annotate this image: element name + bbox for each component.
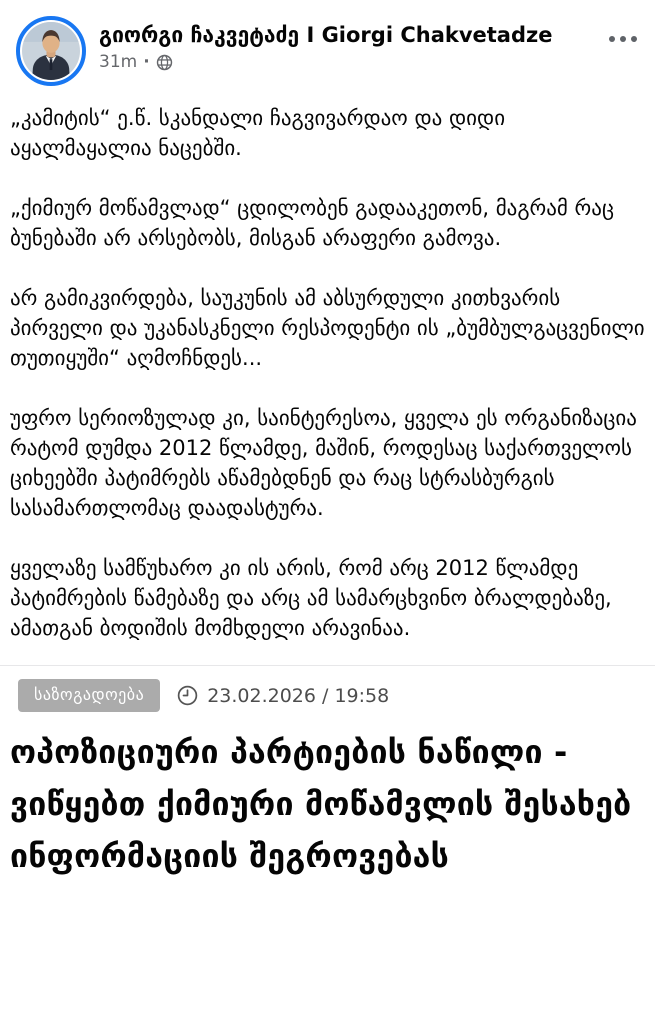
datetime-wrap bbox=[177, 685, 389, 707]
header-info bbox=[99, 16, 552, 72]
globe-icon bbox=[156, 54, 173, 71]
post-paragraph: არ გამიკვირდება, საუკუნის ამ აბსურდული კითხვარის პირველი და უკანასკნელი რესპოდენტი ის „ბუმბულგაცვენილი თუთიყუში“ აღმოჩნდეს... bbox=[10, 286, 645, 370]
article-headline: ოპოზიციური პარტიების ნაწილი - ვიწყებთ ქიმიური მოწამვლის შესახებ ინფორმაციის შეგროვებას bbox=[10, 733, 632, 875]
category-badge[interactable]: საზოგადოება bbox=[18, 679, 160, 712]
article-datetime: 23.02.2026 / 19:58 bbox=[207, 684, 390, 707]
profile-photo-icon bbox=[22, 22, 80, 80]
meta-separator: · bbox=[143, 52, 150, 72]
ellipsis-dot bbox=[620, 36, 626, 42]
post-paragraph: „ქიმიურ მოწამვლად“ ცდილობენ გადააკეთონ, მაგრამ რაც ბუნებაში არ არსებობს, მისგან არაფერი გამოვა. bbox=[10, 196, 614, 250]
post-paragraph: ყველაზე სამწუხარო კი ის არის, რომ არც 2012 წლამდე პატიმრების წამებაზე და არც ამ სამარცხვინო ბრალდებაზე, ამათგან ბოდიშის მომხდელი არავინაა. bbox=[10, 556, 612, 640]
more-options-button[interactable] bbox=[605, 32, 641, 46]
article-meta-row bbox=[0, 666, 655, 712]
ellipsis-dot bbox=[631, 36, 637, 42]
post-timestamp[interactable]: 31m bbox=[99, 52, 138, 72]
post-meta bbox=[99, 52, 552, 72]
post-body bbox=[0, 86, 655, 643]
post-paragraph: „კამიტის“ ე.წ. სკანდალი ჩაგვივარდაო და დიდი აყალმაყალია ნაცებში. bbox=[10, 106, 506, 160]
ellipsis-dot bbox=[609, 36, 615, 42]
profile-name[interactable]: გიორგი ჩაკვეტაძე I Giorgi Chakvetadze bbox=[99, 23, 553, 47]
avatar[interactable] bbox=[16, 16, 86, 86]
clock-icon bbox=[177, 685, 198, 706]
post-header bbox=[0, 0, 655, 86]
post-paragraph: უფრო სერიოზულად კი, საინტერესოა, ყველა ეს ორგანიზაცია რატომ დუმდა 2012 წლამდე, მაშინ, როდესაც საქართველოს ციხეებში პატიმრებს აწამებდნენ და რაც სტრასბურგის სასამართლომაც დაადასტურა. bbox=[10, 406, 637, 520]
